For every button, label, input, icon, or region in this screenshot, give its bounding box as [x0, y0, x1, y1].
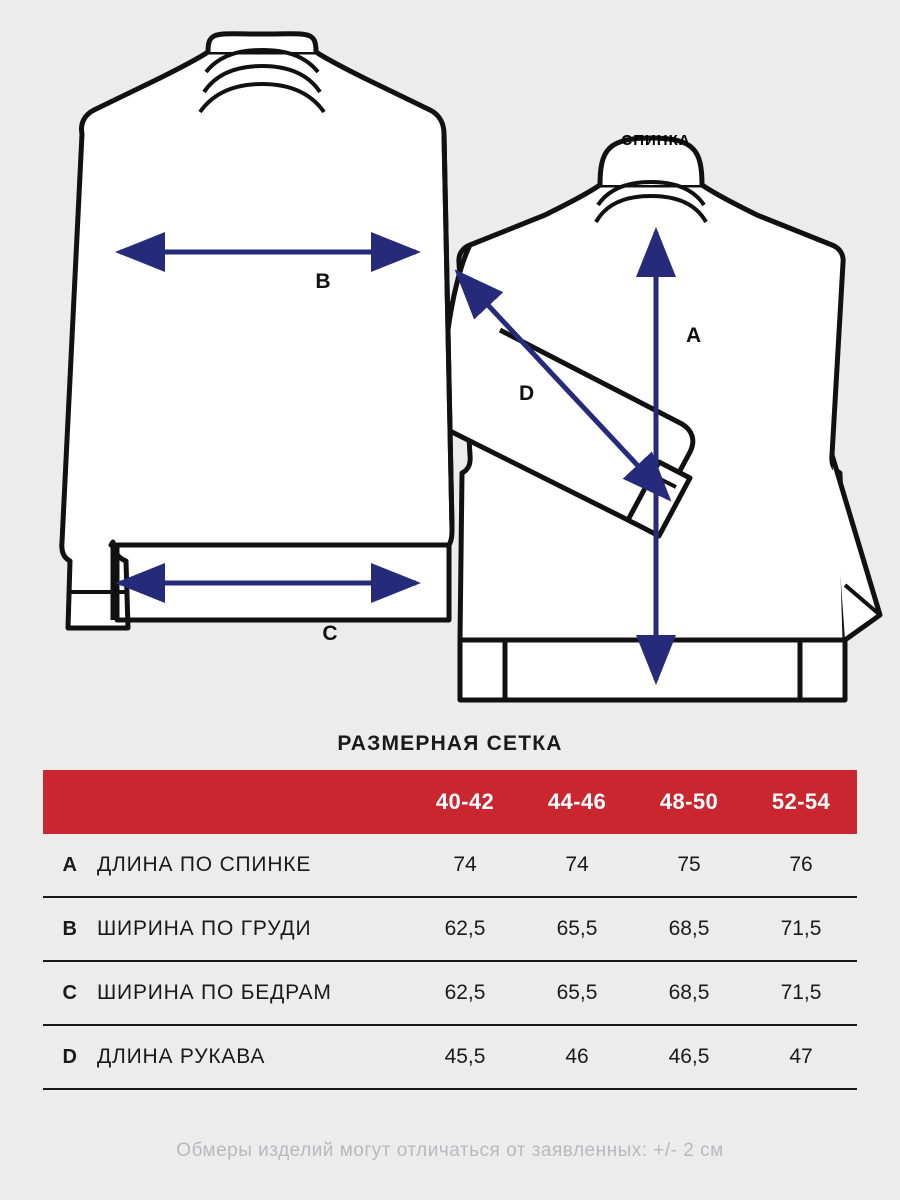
measure-d-label: D: [519, 382, 535, 405]
row-b-value-44-46: 65,5: [556, 917, 598, 940]
row-a-value-52-54: 76: [789, 853, 813, 876]
row-name-a: ДЛИНА ПО СПИНКЕ: [97, 853, 312, 876]
table-row: [43, 1025, 857, 1089]
row-c-value-52-54: 71,5: [780, 981, 822, 1004]
row-a-value-44-46: 74: [565, 853, 589, 876]
header-size-52-54: 52-54: [771, 789, 831, 814]
row-a-value-40-42: 74: [453, 853, 477, 876]
measurement-disclaimer: Обмеры изделий могут отличаться от заявленных: +/- 2 см: [176, 1140, 724, 1161]
header-size-44-46: 44-46: [547, 789, 607, 814]
back-label: СПИНКА: [621, 132, 691, 149]
row-b-value-52-54: 71,5: [780, 917, 822, 940]
row-code-b: B: [62, 917, 78, 940]
row-d-value-44-46: 46: [565, 1045, 589, 1068]
table-row: [43, 897, 857, 961]
row-code-c: C: [62, 981, 78, 1004]
header-size-40-42: 40-42: [435, 789, 495, 814]
header-name-cell: [97, 770, 409, 834]
row-code-a: A: [62, 853, 78, 876]
header-code-cell: [43, 770, 97, 834]
table-row: [43, 834, 857, 897]
size-grid-title: РАЗМЕРНАЯ СЕТКА: [337, 732, 563, 755]
size-grid-head: [43, 770, 857, 834]
row-b-value-48-50: 68,5: [668, 917, 710, 940]
row-code-d: D: [62, 1045, 78, 1068]
header-size-48-50: 48-50: [659, 789, 719, 814]
row-c-value-44-46: 65,5: [556, 981, 598, 1004]
measure-a-label: A: [686, 324, 702, 347]
table-row: [43, 961, 857, 1025]
size-grid-body: [43, 834, 857, 1089]
size-table-block: [0, 720, 900, 1090]
size-grid-header-row: [43, 770, 857, 834]
size-grid-table: [43, 770, 857, 1090]
row-name-b: ШИРИНА ПО ГРУДИ: [97, 917, 312, 940]
measure-b-label: B: [315, 270, 331, 293]
row-d-value-52-54: 47: [789, 1045, 813, 1068]
row-a-value-48-50: 75: [677, 853, 701, 876]
row-d-value-40-42: 45,5: [444, 1045, 486, 1068]
row-c-value-48-50: 68,5: [668, 981, 710, 1004]
measure-c-label: C: [322, 622, 338, 645]
row-b-value-40-42: 62,5: [444, 917, 486, 940]
garment-front-view: [62, 34, 452, 645]
row-d-value-48-50: 46,5: [668, 1045, 710, 1068]
row-name-c: ШИРИНА ПО БЕДРАМ: [97, 981, 332, 1004]
row-name-d: ДЛИНА РУКАВА: [97, 1045, 266, 1068]
row-c-value-40-42: 62,5: [444, 981, 486, 1004]
